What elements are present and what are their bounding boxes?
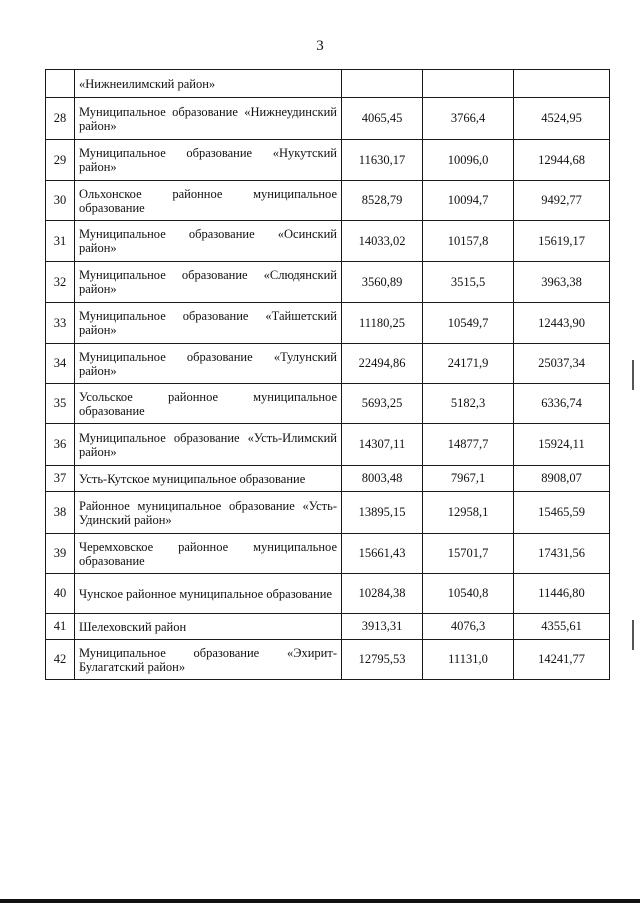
value-col-1: 11630,17 — [342, 140, 423, 181]
table-row — [46, 221, 610, 262]
value-col-2: 15701,7 — [423, 534, 514, 574]
value-col-3: 4355,61 — [514, 614, 610, 640]
row-number: 36 — [46, 424, 75, 466]
row-number: 34 — [46, 344, 75, 384]
municipality-name: Муниципальное образование «Тайшетский район» — [75, 303, 342, 344]
row-number: 37 — [46, 466, 75, 492]
value-col-2: 3515,5 — [423, 262, 514, 303]
value-col-1: 8528,79 — [342, 181, 423, 221]
table-row — [46, 140, 610, 181]
value-col-2: 10096,0 — [423, 140, 514, 181]
row-number: 42 — [46, 640, 75, 680]
value-col-1: 3560,89 — [342, 262, 423, 303]
municipality-name: Шелеховский район — [75, 614, 342, 640]
value-col-1: 5693,25 — [342, 384, 423, 424]
value-col-2: 7967,1 — [423, 466, 514, 492]
row-number: 32 — [46, 262, 75, 303]
value-col-2: 10157,8 — [423, 221, 514, 262]
value-col-3: 12443,90 — [514, 303, 610, 344]
row-number: 41 — [46, 614, 75, 640]
table-row — [46, 492, 610, 534]
value-col-3: 4524,95 — [514, 98, 610, 140]
municipality-name: Ольхонское районное муниципальное образование — [75, 181, 342, 221]
table-row — [46, 303, 610, 344]
municipality-name: Муниципальное образование «Нукутский район» — [75, 140, 342, 181]
value-col-3: 8908,07 — [514, 466, 610, 492]
municipality-name: Муниципальное образование «Слюдянский район» — [75, 262, 342, 303]
scan-edge-mark — [632, 360, 634, 390]
value-col-1: 15661,43 — [342, 534, 423, 574]
row-number: 38 — [46, 492, 75, 534]
scan-edge-mark — [632, 620, 634, 650]
municipality-name: Муниципальное образование «Тулунский район» — [75, 344, 342, 384]
table-row — [46, 70, 610, 98]
value-col-3: 9492,77 — [514, 181, 610, 221]
row-number: 28 — [46, 98, 75, 140]
table-body — [46, 70, 610, 680]
table-row — [46, 344, 610, 384]
value-col-3: 25037,34 — [514, 344, 610, 384]
table-row — [46, 466, 610, 492]
row-number: 30 — [46, 181, 75, 221]
table-row — [46, 574, 610, 614]
municipality-name: «Нижнеилимский район» — [75, 70, 342, 98]
value-col-3: 15924,11 — [514, 424, 610, 466]
value-col-3: 15465,59 — [514, 492, 610, 534]
value-col-1: 4065,45 — [342, 98, 423, 140]
table-row — [46, 424, 610, 466]
value-col-2: 14877,7 — [423, 424, 514, 466]
table-row — [46, 98, 610, 140]
value-col-3: 14241,77 — [514, 640, 610, 680]
value-col-3: 3963,38 — [514, 262, 610, 303]
municipality-name: Муниципальное образование «Осинский район» — [75, 221, 342, 262]
value-col-3 — [514, 70, 610, 98]
value-col-2: 3766,4 — [423, 98, 514, 140]
value-col-3: 6336,74 — [514, 384, 610, 424]
value-col-1: 13895,15 — [342, 492, 423, 534]
municipality-name: Муниципальное образование «Усть-Илимский район» — [75, 424, 342, 466]
value-col-3: 11446,80 — [514, 574, 610, 614]
value-col-1: 8003,48 — [342, 466, 423, 492]
table-row — [46, 534, 610, 574]
table-row — [46, 384, 610, 424]
value-col-3: 15619,17 — [514, 221, 610, 262]
row-number: 31 — [46, 221, 75, 262]
value-col-2: 10540,8 — [423, 574, 514, 614]
value-col-1: 10284,38 — [342, 574, 423, 614]
row-number: 39 — [46, 534, 75, 574]
row-number: 29 — [46, 140, 75, 181]
value-col-1: 14307,11 — [342, 424, 423, 466]
table-row — [46, 640, 610, 680]
value-col-2: 5182,3 — [423, 384, 514, 424]
row-number: 33 — [46, 303, 75, 344]
municipality-name: Муниципальное образование «Эхирит-Булагатский район» — [75, 640, 342, 680]
value-col-1: 14033,02 — [342, 221, 423, 262]
table-row — [46, 614, 610, 640]
municipal-data-table — [45, 69, 610, 680]
row-number: 35 — [46, 384, 75, 424]
value-col-2 — [423, 70, 514, 98]
value-col-1 — [342, 70, 423, 98]
value-col-2: 4076,3 — [423, 614, 514, 640]
value-col-1: 22494,86 — [342, 344, 423, 384]
page-number: 3 — [316, 38, 324, 54]
municipality-name: Муниципальное образование «Нижнеудинский район» — [75, 98, 342, 140]
value-col-1: 3913,31 — [342, 614, 423, 640]
value-col-2: 24171,9 — [423, 344, 514, 384]
municipality-name: Черемховское районное муниципальное образование — [75, 534, 342, 574]
value-col-1: 12795,53 — [342, 640, 423, 680]
value-col-2: 12958,1 — [423, 492, 514, 534]
scan-bottom-border — [0, 899, 640, 903]
municipality-name: Чунское районное муниципальное образование — [75, 574, 342, 614]
value-col-2: 10094,7 — [423, 181, 514, 221]
row-number: 40 — [46, 574, 75, 614]
value-col-3: 12944,68 — [514, 140, 610, 181]
value-col-2: 10549,7 — [423, 303, 514, 344]
table-row — [46, 262, 610, 303]
municipality-name: Усть-Кутское муниципальное образование — [75, 466, 342, 492]
municipality-name: Усольское районное муниципальное образование — [75, 384, 342, 424]
value-col-1: 11180,25 — [342, 303, 423, 344]
municipality-name: Районное муниципальное образование «Усть-Удинский район» — [75, 492, 342, 534]
row-number — [46, 70, 75, 98]
table-row — [46, 181, 610, 221]
value-col-2: 11131,0 — [423, 640, 514, 680]
value-col-3: 17431,56 — [514, 534, 610, 574]
